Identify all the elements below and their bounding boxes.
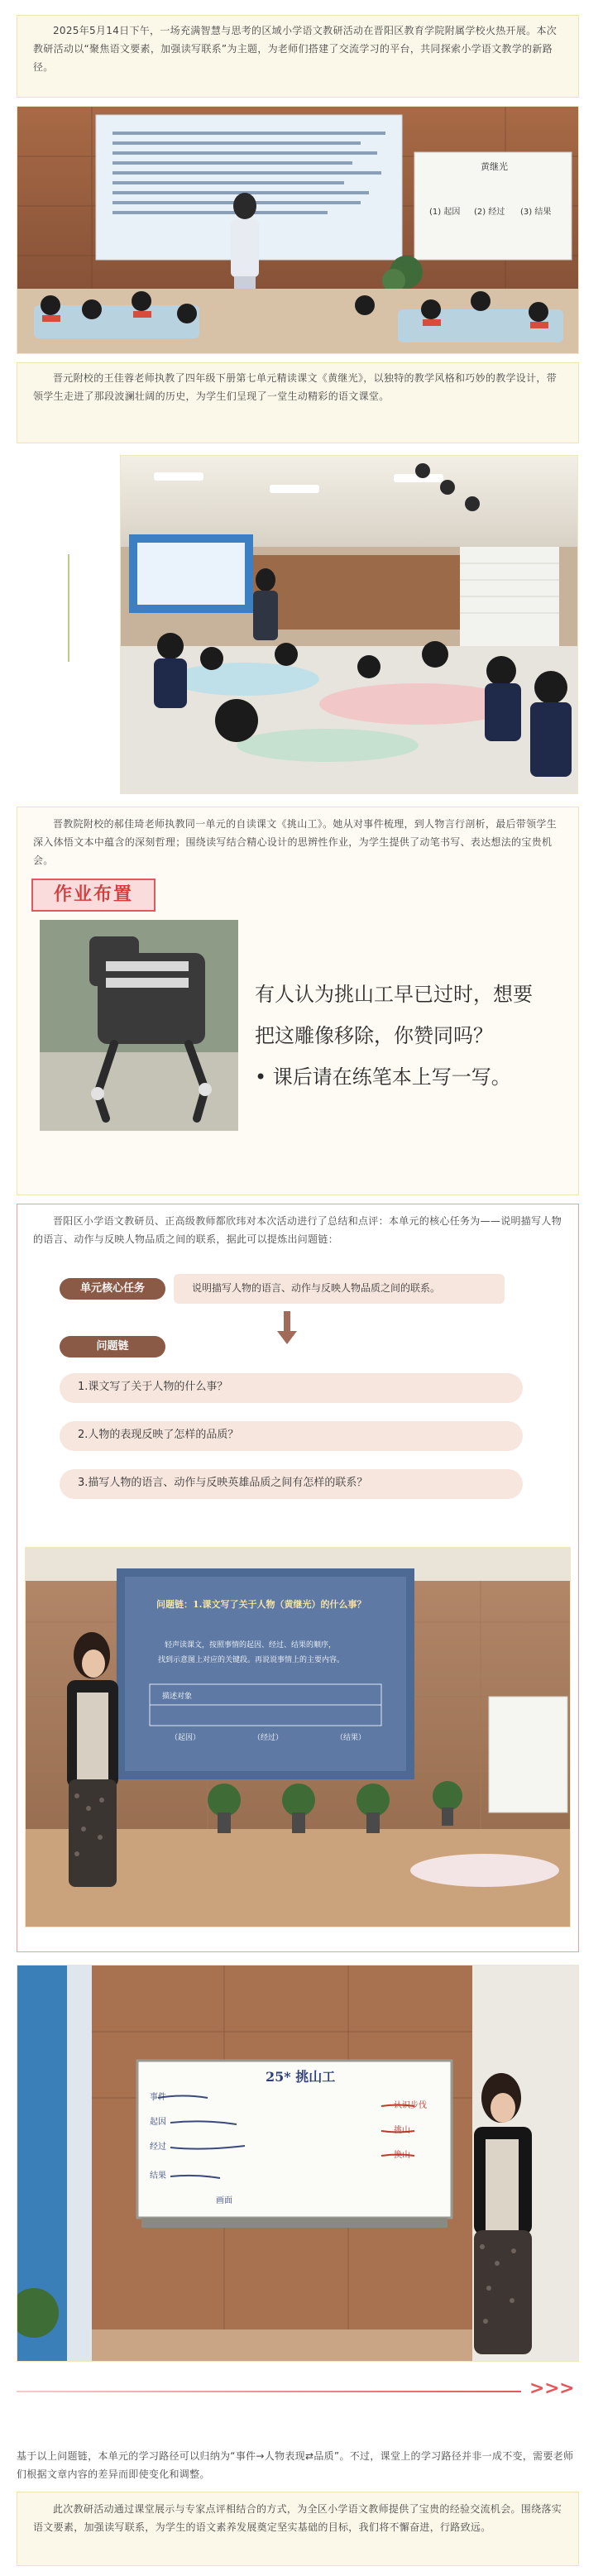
section4-paragraph: 晋阳区小学语文教研员、正高级教师都欣玮对本次活动进行了总结和点评：本单元的核心任务为——说明描写人物的语言、动作与反映人物品质之间的联系，据此可以提炼出问题链： xyxy=(33,1215,562,1245)
board-row-process: 经过 xyxy=(150,2143,166,2152)
screen-label-object: 描述对象 xyxy=(162,1693,193,1701)
speaker-photo-2 xyxy=(17,1965,579,2362)
screen-label-process: （经过） xyxy=(253,1734,284,1742)
chain-item-2: 2.人物的表现反映了怎样的品质？ xyxy=(60,1421,523,1451)
down-arrow-icon xyxy=(277,1311,297,1344)
prompt-line-1: 有人认为挑山工早已过时，想要 xyxy=(255,983,533,1006)
screen-line-1: 轻声读课文，按照事情的起因、经过、结果的顺序， xyxy=(165,1641,337,1650)
board-item-3: (3) 结果 xyxy=(520,208,552,217)
core-task-label: 单元核心任务 xyxy=(60,1278,165,1300)
prompt-line-2: 把这雕像移除，你赞同吗？ xyxy=(255,1024,493,1047)
homework-badge: 作业布置 xyxy=(31,879,156,912)
divider-line xyxy=(17,2391,521,2392)
screen-line-2: 找到示意图上对应的关键段。再说说事情上的主要内容。 xyxy=(158,1656,345,1664)
board-row-scene: 画面 xyxy=(216,2196,232,2205)
prompt-line-3: • 课后请在练笔本上写一写。 xyxy=(255,1065,511,1089)
board-row-cause: 起因 xyxy=(150,2118,166,2127)
board-title: 黄继光 xyxy=(481,161,508,172)
classroom-photo-1-svg xyxy=(17,107,579,354)
board-item-2: (2) 经过 xyxy=(474,208,505,217)
classroom-photo-2-svg xyxy=(121,456,578,794)
section5-paragraph-bottom: 此次教研活动通过课堂展示与专家点评相结合的方式，为全区小学语文教师提供了宝贵的经验交流机会。围绕落实语文要素，加强读写联系，为学生的语文素养发展奠定坚实基础的目标，我们将不懈奋进，行路致远。 xyxy=(33,2503,562,2533)
section2-paragraph: 晋元附校的王佳蓉老师执教了四年级下册第七单元精读课文《黄继光》，以独特的教学风格和巧妙的教学设计，带领学生走进了那段波澜壮阔的历史，为学生们呈现了一堂生动精彩的语文课堂。 xyxy=(33,372,558,402)
speaker-photo-2-svg xyxy=(17,1966,579,2362)
board-side-3: 换山 xyxy=(394,2151,410,2160)
classroom-photo-2 xyxy=(120,455,578,794)
screen-label-cause: （起因） xyxy=(170,1734,201,1742)
accent-line xyxy=(68,554,69,662)
board-side-1: 认识步伐 xyxy=(394,2101,427,2110)
board-row-result: 结果 xyxy=(150,2171,166,2181)
speaker-photo-1 xyxy=(25,1547,571,1927)
chain-label: 问题链 xyxy=(60,1336,165,1357)
classroom-photo-1 xyxy=(17,106,579,354)
screen-label-result: （结果） xyxy=(336,1734,366,1742)
section3-paragraph: 晋教院附校的郝佳琦老师执教同一单元的自读课文《挑山工》。她从对事件梳理，到人物言行剖析，最后带领学生深入体悟文本中蕴含的深刻哲理；围绕读写结合精心设计的思辨性作业，为学生提供了动笔书写、表达想法的宝贵机会。 xyxy=(33,818,558,866)
board-title-2: 25* 挑山工 xyxy=(266,2069,336,2085)
intro-paragraph: 2025年5月14日下午，一场充满智慧与思考的区域小学语文教研活动在晋阳区教育学院附属学校火热开展。本次教研活动以“聚焦语文要素，加强读写联系”为主题，为老师们搭建了交流学习的平台，共同探索小学语文教学的新路径。 xyxy=(33,25,558,73)
chain-item-3: 3.描写人物的语言、动作与反映英雄品质之间有怎样的联系？ xyxy=(60,1469,523,1499)
board-row-event: 事件 xyxy=(150,2093,166,2102)
screen-title: 问题链：1.课文写了关于人物（黄继光）的什么事？ xyxy=(156,1599,366,1610)
core-task-text: 说明描写人物的语言、动作与反映人物品质之间的联系。 xyxy=(174,1274,505,1304)
chain-item-1: 1.课文写了关于人物的什么事？ xyxy=(60,1373,523,1403)
robot-dog-svg xyxy=(40,920,238,1131)
section5-paragraph-top: 基于以上问题链，本单元的学习路径可以归纳为“事件→人物表现⇄品质”。不过，课堂上的学习路径并非一成不变，需要老师们根据文章内容的差异而即使变化和调整。 xyxy=(17,2450,574,2480)
board-item-1: (1) 起因 xyxy=(429,208,461,217)
board-side-2: 挑山 xyxy=(394,2126,410,2135)
chevrons-icon: > > > xyxy=(529,2378,572,2399)
robot-dog-photo xyxy=(40,920,238,1131)
